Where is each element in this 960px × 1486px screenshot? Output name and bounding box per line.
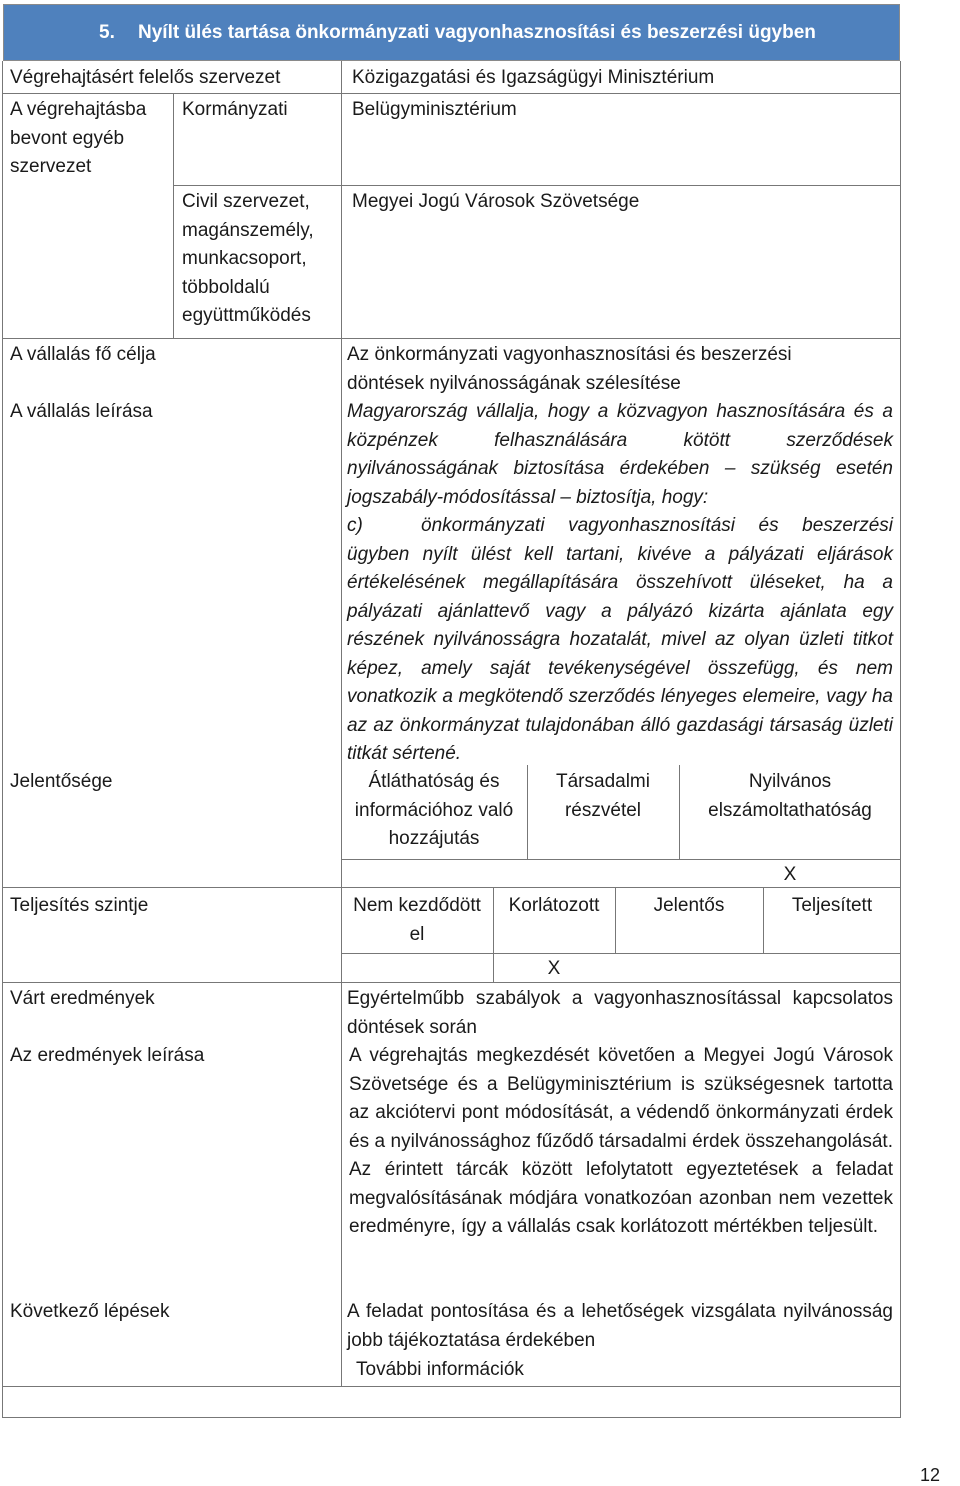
next-value: A feladat pontosítása és a lehetőségek vizsgálata nyilvánosság jobb tájékoztatása érdekében: [347, 1301, 893, 1351]
responsible-label: Végrehajtásért felelős szervezet: [10, 67, 281, 88]
row-divider: [341, 859, 901, 860]
table-border-bottom: [2, 1417, 901, 1418]
completion-complete: Teljesített: [791, 895, 873, 916]
page-number: 12: [920, 1465, 941, 1485]
column-divider: [341, 61, 342, 1386]
completion-not-started: Nem kezdődött el: [353, 895, 481, 945]
involved-gov-value: Belügyminisztérium: [352, 99, 517, 120]
goal-value: Az önkormányzati vagyonhasznosítási és beszerzési döntések nyilvánosságának szélesítése: [347, 344, 792, 394]
significance-mark: X: [783, 864, 797, 885]
column-divider: [527, 765, 528, 859]
expected-label: Várt eredmények: [10, 988, 155, 1009]
row-divider: [2, 982, 901, 983]
section-header: [3, 4, 900, 61]
responsible-value: Közigazgatási és Igazságügyi Minisztérium: [352, 67, 715, 88]
row-divider: [173, 185, 901, 186]
completion-mark: X: [547, 958, 561, 979]
significance-participation: Társadalmi részvétel: [556, 771, 650, 821]
table-border-right: [900, 61, 901, 1418]
column-divider: [173, 93, 174, 338]
involved-gov-label: Kormányzati: [182, 99, 288, 120]
next-label: Következő lépések: [10, 1301, 170, 1322]
completion-substantial: Jelentős: [653, 895, 725, 916]
row-divider: [2, 338, 901, 339]
results-value: A végrehajtás megkezdését követően a Megyei Jogú Városok Szövetsége és a Belügyminisztérium is szükségesnek tartotta az akciótervi pont módosítását, a védendő önkormányzati érdek és a nyilvánossághoz fűződő társadalmi érdek összehangolását. Az érintett tárcák között lefolytatott egyeztetések a feladat megvalósításának módjára vonatkozóan azonban nem vezettek eredményre, így a vállalás csak korlátozott mértékben teljesült.: [349, 1045, 893, 1237]
table-border-left: [2, 61, 3, 1418]
completion-limited: Korlátozott: [508, 895, 600, 916]
involved-label: A végrehajtásba bevont egyéb szervezet: [10, 99, 147, 177]
section-title: Nyílt ülés tartása önkormányzati vagyonhasznosítási és beszerzési ügyben: [138, 22, 816, 43]
description-item-text: önkormányzati vagyonhasznosítási és beszerzési ügyben nyílt ülést kell tartani, kivéve a pályázati eljárások értékelésének megállapítására összehívott üléseket, ha a pályázati ajánlattevő vagy a pályázó kizárta ajánlata egy részének nyilvánosságra hozatalát, mivel az olyan üzleti titkot képez, amely saját tevékenységével összefügg, és nem vonatkozik a megkötendő szerződés lényeges elemeire, vagy ha az az önkormányzat tulajdonában álló gazdasági társaság üzleti titkát sértené.: [347, 515, 893, 764]
section-number: 5.: [99, 22, 115, 43]
description-item-marker: c): [347, 515, 363, 536]
description-intro: Magyarország vállalja, hogy a közvagyon hasznosítására és a közpénzek felhasználására kötött szerződések nyilvánosságának biztosítása érdekében – szükség esetén jogszabály-módosítással – biztosítja, hogy:: [347, 401, 893, 508]
significance-transparency: Átláthatóság és információhoz való hozzájutás: [354, 771, 514, 849]
row-divider: [2, 1386, 901, 1387]
significance-label: Jelentősége: [10, 771, 113, 792]
completion-label: Teljesítés szintje: [10, 895, 149, 916]
goal-label: A vállalás fő célja: [10, 344, 156, 365]
row-divider: [341, 953, 901, 954]
results-label: Az eredmények leírása: [10, 1045, 205, 1066]
more-info-label: További információk: [356, 1359, 524, 1380]
description-label: A vállalás leírása: [10, 401, 153, 422]
expected-value: Egyértelműbb szabályok a vagyonhasznosítással kapcsolatos döntések során: [347, 988, 893, 1038]
significance-accountability: Nyilvános elszámoltathatóság: [708, 771, 872, 821]
involved-civil-value: Megyei Jogú Városok Szövetsége: [352, 191, 640, 212]
row-divider: [2, 93, 901, 94]
involved-civil-label: Civil szervezet, magánszemély, munkacsoport, többoldalú együttműködés: [182, 191, 314, 326]
column-divider: [679, 765, 680, 859]
